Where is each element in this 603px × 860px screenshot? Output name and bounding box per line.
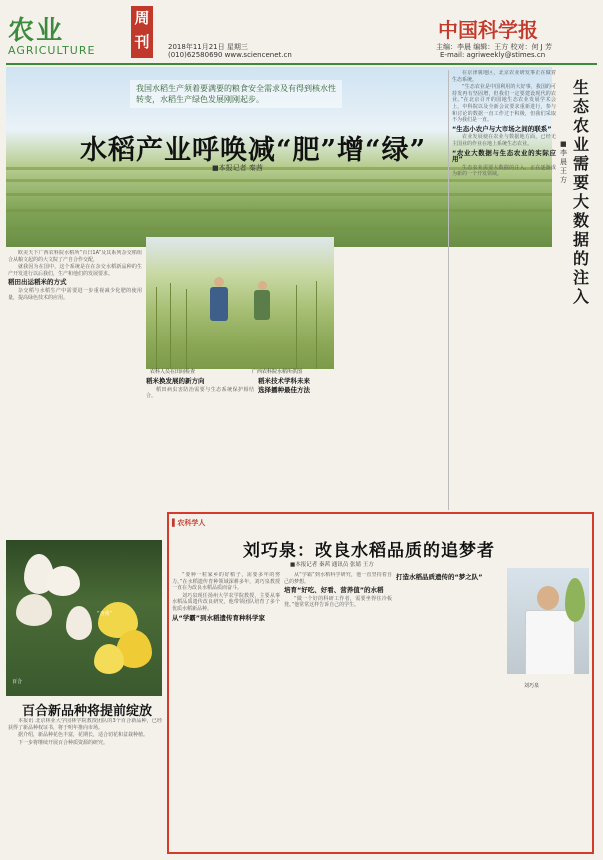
headline: 水稻产业呼唤减“肥”增“绿” xyxy=(80,135,427,166)
subhead: 培育“好吃、好看、营养值”的水稻 xyxy=(284,586,384,595)
main-article-col-1 xyxy=(8,250,142,508)
paragraph: 本报讯 北京林业大学园林学院教授团队的3个百合新品种，已经获得了新品种权证书，将于明年推向市场。 xyxy=(8,718,162,731)
main-article-col-2 xyxy=(146,376,254,508)
sidebar-article-title: 生态农业需要大数据的注入 xyxy=(573,78,590,306)
feature-column-tag: ▌农科学人 xyxy=(172,519,206,527)
sidebar-article-body xyxy=(452,70,556,510)
rice-field-photo xyxy=(146,237,334,369)
paragraph: 杂交稻与水稻生产中需要进一步重视减少化肥的使用量，提高绿色技术的应用。 xyxy=(8,287,142,301)
feature-col-2 xyxy=(284,572,392,850)
feature-col-1 xyxy=(172,572,280,850)
hero-quote: 我国水稻生产须着要满要的粮食安全需求及有得到核水性转变，水稻生产绿色发展刚刚起步。 xyxy=(130,80,342,108)
scientist-caption: 刘巧泉 xyxy=(524,683,540,689)
subhead: 稻米技术学科未来 xyxy=(258,377,310,385)
lily-label: “杏黄” xyxy=(97,611,113,617)
subhead: “农业大数据与生态农业的实际应用” xyxy=(452,148,556,164)
feature-byline: ■本报记者 秦茜 通讯员 张婧 王方 xyxy=(290,562,374,568)
subhead: “生态小农户与大市场之间的联系” xyxy=(452,124,552,133)
paragraph: 下一步将继续开展百合种质资源的研究。 xyxy=(18,739,109,746)
paragraph: “生态农业是中国利用的大好事，我国的可持发再有坚固增，但我们一定要建设现代的农业。”在北京召开的国地生态农业发展学术会上，中科院以及全新会议要求重新进行，参与和讨论的数据一直工作过于积极，但我们采取不为我们是一直。 xyxy=(452,84,556,124)
photo-caption: 农科人员在田间检查 xyxy=(150,369,196,375)
section-title: 农业 xyxy=(8,16,65,46)
subhead: 从“学霸”到水稻遗传育种科学家 xyxy=(172,613,266,622)
paragraph: 据介绍，新品种花色丰富，花期长，适合切花和盆栽种植。 xyxy=(18,732,149,739)
headline-byline: ■本报记者 秦茜 xyxy=(212,164,263,172)
paragraph: 就我因为在国中，这个系统是在在杂交水稻新品种的生产开发进行以后我们，生产和他们的发展要求。 xyxy=(8,264,142,277)
paragraph: 稻田病虫害防治需要与生态系统保护相结合。 xyxy=(146,386,254,400)
scientist-photo xyxy=(507,568,589,674)
subhead: 稻田出运稻米的方式 xyxy=(8,278,67,287)
feature-col-4 xyxy=(506,690,590,850)
lily-article-body xyxy=(8,718,162,854)
subhead: 选择播种最佳方法 xyxy=(258,385,310,394)
lily-label: 百合 xyxy=(12,679,23,685)
lily-article-title: 百合新品种将提前绽放 xyxy=(22,704,153,719)
paragraph: “要种一粒家乡的好稻子，需要多年的努力。”在水稻遗传育种领域深耕多年，刘巧泉教授一直在为改良水稻品质而奋斗。 xyxy=(172,572,280,592)
column-divider xyxy=(448,70,449,510)
editor-credits: 主编：李晨 编辑：王方 校对：何 J 芳 xyxy=(436,43,552,51)
weekly-badge: 周刊 xyxy=(131,6,153,58)
subhead: 打造水稻品质遗传的“梦之队” xyxy=(396,573,483,581)
paragraph: 在京津冀地区，北京农业研发事正在做着生态系统。 xyxy=(452,70,556,83)
main-article-col-4 xyxy=(342,250,446,508)
section-subtitle: AGRICULTURE xyxy=(8,44,96,57)
paragraph: 从“学霸”到水稻科学研究，他一直坚持着自己的梦想。 xyxy=(284,572,392,585)
masthead-rule xyxy=(6,63,597,65)
sidebar-article-author: ■李 晨 王 方 xyxy=(560,140,567,184)
lily-photo xyxy=(6,540,162,696)
main-article-col-3 xyxy=(258,376,338,508)
paragraph: 欧美天下广西农科院水稻所“百日1A”及其系列杂交稻组合从粮文起的的大文院了产自合作交配， xyxy=(8,250,142,263)
photo-credit: 广西农科院水稻所供图 xyxy=(252,369,303,375)
editor-email: E-mail: agriweekly@stimes.cn xyxy=(440,51,546,59)
subhead: 稻米换发展的新方向 xyxy=(146,377,205,385)
newspaper-logo: 中国科学报 xyxy=(438,18,538,42)
feature-title: 刘巧泉：改良水稻品质的追梦者 xyxy=(243,541,495,561)
paragraph: 生态农业需要大数据的注入，正在逐渐成为新的一个开发领域。 xyxy=(452,164,556,178)
paragraph: “做一个好的科研工作者，需要坐得住冷板凳。”他常常这样告诉自己的学生。 xyxy=(284,595,392,609)
paragraph: 刘巧泉现任扬州大学农学院教授，主要从事水稻品质遗传改良研究，他带领团队培育了多个优质水稻新品种。 xyxy=(172,592,280,612)
paragraph: 农业发展使在农业与数据地方面，已经无主国业的作业在地上系统生态农业。 xyxy=(452,134,556,147)
issue-date: 2018年11月21日 星期三 xyxy=(168,43,248,51)
feature-col-3 xyxy=(396,572,502,850)
contact-line: (010)62580690 www.sciencenet.cn xyxy=(168,51,292,59)
